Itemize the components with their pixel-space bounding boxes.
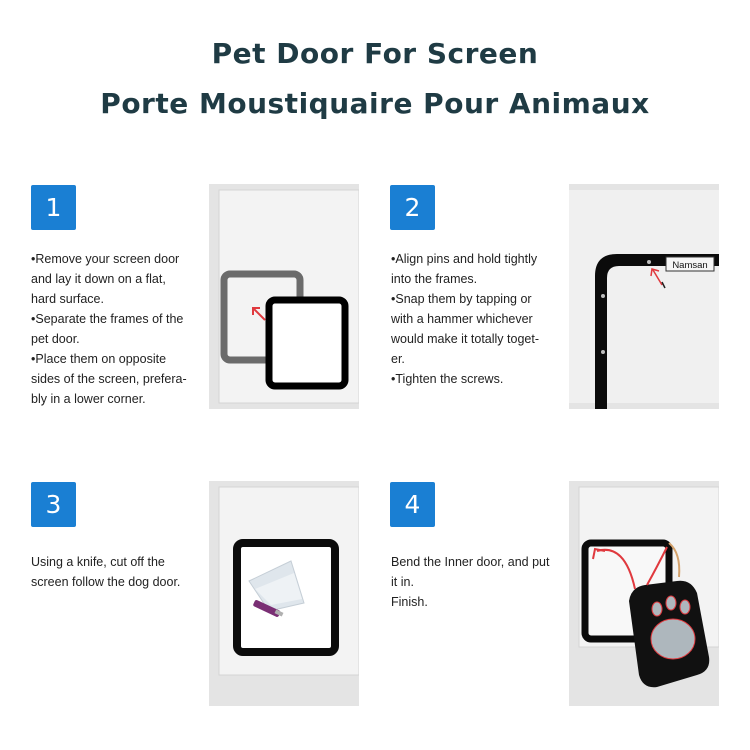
step-text-line: pet door. — [31, 332, 80, 346]
step-1-illustration — [209, 184, 359, 409]
step-text-line: Bend the Inner door, and put — [391, 555, 550, 569]
step-text-line: would make it totally toget- — [391, 332, 539, 346]
step-2-illustration — [569, 184, 719, 409]
title-english: Pet Door For Screen — [211, 37, 539, 70]
step-text-line: •Tighten the screws. — [391, 372, 504, 386]
step-3-badge: 3 — [31, 482, 76, 527]
step-text-line: it in. — [391, 575, 414, 589]
step-text-line: •Snap them by tapping or — [391, 292, 532, 306]
step-3-illustration — [209, 481, 359, 706]
step-text-line: hard surface. — [31, 292, 104, 306]
step-1-text — [31, 249, 187, 409]
step-3-image — [209, 481, 359, 706]
step-4-illustration — [569, 481, 719, 706]
step-text-line: •Align pins and hold tightly — [391, 252, 538, 266]
step-4-image — [569, 481, 719, 706]
step-text-line: Using a knife, cut off the — [31, 555, 165, 569]
step-text-line: into the frames. — [391, 272, 478, 286]
step-text-line: sides of the screen, prefera- — [31, 372, 187, 386]
step-text-line: screen follow the dog door. — [31, 575, 181, 589]
step-3-text — [31, 552, 180, 592]
title-french: Porte Moustiquaire Pour Animaux — [100, 87, 650, 120]
step-text-line: •Remove your screen door — [31, 252, 180, 266]
step-4-badge: 4 — [390, 482, 435, 527]
step-text-line: •Separate the frames of the — [31, 312, 184, 326]
step-4-text — [391, 552, 549, 612]
brand-label: Namsan — [672, 260, 708, 271]
step-2-badge: 2 — [390, 185, 435, 230]
step-text-line: bly in a lower corner. — [31, 392, 146, 406]
step-1-badge: 1 — [31, 185, 76, 230]
step-1-image — [209, 184, 359, 409]
step-text-line: Finish. — [391, 595, 428, 609]
step-text-line: with a hammer whichever — [391, 312, 533, 326]
step-2-text — [391, 249, 539, 389]
step-text-line: •Place them on opposite — [31, 352, 167, 366]
step-text-line: and lay it down on a flat, — [31, 272, 166, 286]
step-2-image — [569, 184, 719, 409]
step-text-line: er. — [391, 352, 405, 366]
